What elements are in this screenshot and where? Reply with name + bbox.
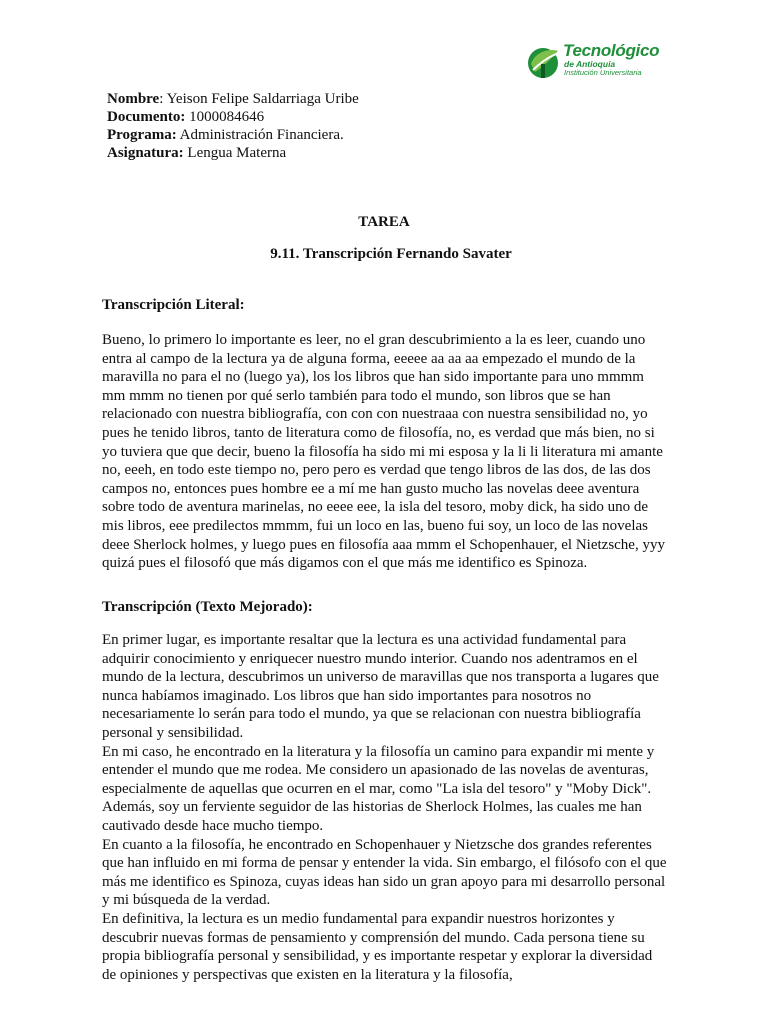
paragraph-line: relacionado con nuestra bibliografía, con con con nuestraaa con nuestra sensibilidad no, yo xyxy=(102,406,648,423)
paragraph-line: En definitiva, la lectura es un medio fundamental para expandir nuestros horizontes y xyxy=(102,910,615,927)
improved-heading: Transcripción (Texto Mejorado): xyxy=(102,599,313,615)
nombre-label: Nombre xyxy=(107,91,160,107)
paragraph-line: Además, soy un ferviente seguidor de las historias de Sherlock Holmes, las cuales me han xyxy=(102,799,642,816)
paragraph-line: maravilla no para el no (luego ya), los los libros que han sido importante para uno mmmm xyxy=(102,369,644,386)
programa-label: Programa: xyxy=(107,127,177,143)
asignatura-row xyxy=(107,144,359,162)
document-title: TAREA xyxy=(358,214,410,230)
documento-label: Documento: xyxy=(107,109,186,125)
paragraph-line: sobre todo de aventura marinelas, no eeee eee, la isla del tesoro, moby dick, ha sido uno de xyxy=(102,499,649,516)
asignatura-label: Asignatura: xyxy=(107,145,184,161)
programa-row xyxy=(107,126,359,144)
programa-value: Administración Financiera. xyxy=(176,127,344,143)
paragraph-line: campos no, entonces pues hombre ee a mí me han gusto mucho las novelas deee aventura xyxy=(102,480,640,497)
paragraph-line: mm mmm no tienen por qué serlo también para todo el mundo, son libros que se han xyxy=(102,387,611,404)
documento-value: 1000084646 xyxy=(185,109,265,125)
document-subtitle: 9.11. Transcripción Fernando Savater xyxy=(270,246,512,262)
paragraph-line: deee Sherlock holmes, y luego pues en filosofía aaa mmm el Schopenhauer, el Nietzsche, yyy xyxy=(102,536,665,553)
paragraph-line: mis libros, eee predilectos mmmm, fui un loco en las, bueno fui soy, un loco de las novelas xyxy=(102,517,648,534)
literal-paragraph xyxy=(102,331,672,573)
paragraph-line: adquirir conocimiento y enriquecer nuestro mundo interior. Cuando nos adentramos en el xyxy=(102,650,638,667)
paragraph-line: En mi caso, he encontrado en la literatura y la filosofía un camino para expandir mi mente y xyxy=(102,743,655,760)
paragraph-line: yo tuviera que que decir, bueno la filosofía ha sido mi mi esposa y la li li literatura mi amante xyxy=(102,443,663,460)
paragraph-line: Bueno, lo primero lo importante es leer, no el gran descubrimiento a la es leer, cuando uno xyxy=(102,332,646,348)
logo-tagline: Institución Universitaria xyxy=(564,68,642,77)
asignatura-value: Lengua Materna xyxy=(183,145,287,161)
paragraph-line: y mi búsqueda de la verdad. xyxy=(102,892,271,909)
paragraph-line: pues he tenido libros, tanto de literatura como de filosofía, no, es verdad que más bien, no si xyxy=(102,424,655,441)
paragraph-line: quizá pues el filosofó que más digamos con el que más me identifico es Spinoza. xyxy=(102,555,588,572)
paragraph-line: cautivado desde hace mucho tiempo. xyxy=(102,817,324,834)
literal-heading: Transcripción Literal: xyxy=(102,297,245,313)
paragraph-line: descubrir nuevas formas de pensamiento y comprensión del mundo. Cada persona tiene su xyxy=(102,929,645,946)
logo-subtitle: de Antioquia xyxy=(564,59,616,69)
paragraph-line: nunca habíamos imaginado. Los libros que han sido importantes para nosotros no xyxy=(102,687,592,704)
documento-row xyxy=(107,108,359,126)
paragraph-line: En cuanto a la filosofía, he encontrado en Schopenhauer y Nietzsche dos grandes referentes xyxy=(102,836,652,853)
paragraph-line: En primer lugar, es importante resaltar que la lectura es una actividad fundamental para xyxy=(102,632,627,648)
paragraph-line: especialmente de aquellas que ocurren en el mar, como "La isla del tesoro" y "Moby Dick". xyxy=(102,780,652,797)
paragraph-line: no, eeeh, en todo este tiempo no, pero pero es verdad que tengo libros de las dos, de las dos xyxy=(102,462,651,479)
leaf-emblem-icon xyxy=(527,42,561,82)
paragraph-line: propia bibliografía personal y sensibilidad, y es importante respetar y explorar la diversidad xyxy=(102,948,653,965)
paragraph-line: entender el mundo que me rodea. Me considero un apasionado de las novelas de aventuras, xyxy=(102,762,649,779)
paragraph-line: necesariamente lo serán para todo el mundo, ya que se relacionan con nuestra bibliografía xyxy=(102,706,641,723)
institution-logo xyxy=(527,42,697,86)
nombre-value: : Yeison Felipe Saldarriaga Uribe xyxy=(159,91,359,107)
paragraph-line: más me identifico es Spinoza, cuyas ideas han sido un gran apoyo para mi desarrollo personal xyxy=(102,873,666,890)
paragraph-line: de opiniones y perspectivas que existen en la literatura y la filosofía, xyxy=(102,966,513,983)
paragraph-line: entra al campo de la lectura ya de alguna forma, eeeee aa aa aa empezado el mundo de la xyxy=(102,350,636,367)
paragraph-line: que han influido en mi forma de pensar y entender la vida. Sin embargo, el filósofo con el que xyxy=(102,855,667,872)
paragraph-line: personal y sensibilidad. xyxy=(102,724,244,741)
paragraph-line: mundo de la lectura, descubrimos un universo de maravillas que nos transporta a lugares que xyxy=(102,669,659,686)
improved-paragraph xyxy=(102,631,672,984)
logo-title: Tecnológico xyxy=(563,41,660,60)
student-info xyxy=(107,90,359,162)
nombre-row xyxy=(107,90,359,108)
